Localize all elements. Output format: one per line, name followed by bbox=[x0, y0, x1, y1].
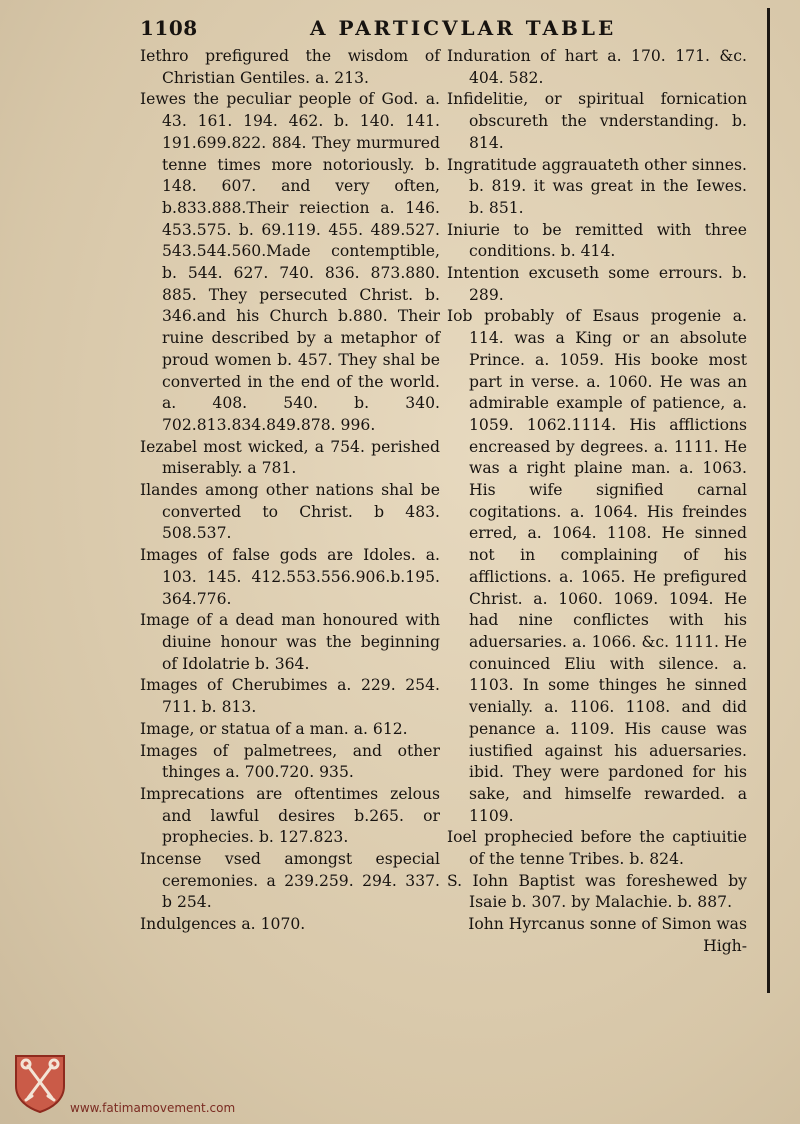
index-entry: Images of palmetrees, and other thinges a. 700.720. 935. bbox=[140, 741, 440, 782]
index-entry: Ingratitude aggrauateth other sinnes. b. 819. it was great in the Iewes. b. 851. bbox=[447, 155, 747, 217]
index-entry: Iezabel most wicked, a 754. perished miserably. a 781. bbox=[140, 437, 440, 478]
index-entry: Iniurie to be remitted with three conditions. b. 414. bbox=[447, 220, 747, 261]
index-column-right bbox=[447, 46, 747, 958]
index-entry: Induration of hart a. 170. 171. &c. 404. 582. bbox=[447, 47, 747, 87]
margin-rule bbox=[767, 8, 770, 993]
index-entry: Indulgences a. 1070. bbox=[140, 915, 306, 934]
index-entry: Incense vsed amongst especial ceremonies. a 239.259. 294. 337. b 254. bbox=[140, 850, 440, 912]
index-entry: Image of a dead man honoured with diuine honour was the beginning of Idolatrie b. 364. bbox=[140, 611, 440, 673]
papal-shield-logo-icon bbox=[12, 1052, 68, 1114]
index-entry: Images of Cherubimes a. 229. 254. 711. b. 813. bbox=[140, 676, 440, 717]
index-entry: Iethro prefigured the wisdom of Christian Gentiles. a. 213. bbox=[140, 47, 440, 87]
index-entry: Images of false gods are Idoles. a. 103. 145. 412.553.556.906.b.195. 364.776. bbox=[140, 546, 440, 608]
index-entry: Imprecations are oftentimes zelous and lawful desires b.265. or prophecies. b. 127.823. bbox=[140, 784, 440, 847]
index-entry: Image, or statua of a man. a. 612. bbox=[140, 719, 408, 738]
index-entry: Ilandes among other nations shal be converted to Christ. b 483. 508.537. bbox=[140, 481, 440, 543]
index-entry: Iohn Hyrcanus sonne of Simon was High- bbox=[468, 915, 747, 955]
index-entry: Intention excuseth some errours. b. 289. bbox=[447, 264, 747, 304]
index-entry: Ioel prophecied before the captiuitie of the tenne Tribes. b. 824. bbox=[447, 828, 747, 869]
website-url: www.fatimamovement.com bbox=[70, 1101, 236, 1115]
running-title: A PARTICVLAR TABLE bbox=[310, 16, 617, 40]
index-entry: Infidelitie, or spiritual fornication obscureth the vnderstanding. b. 814. bbox=[447, 90, 747, 152]
index-column-left bbox=[140, 46, 440, 936]
page-header bbox=[140, 16, 750, 46]
page-number: 1108 bbox=[140, 16, 198, 40]
index-entry: Iewes the peculiar people of God. a. 43. 161. 194. 462. b. 140. 141. 191.699.822. 884. They murmured tenne times more notoriously. b. 148. 607. and very often, b.833.888.Their reiection a. 146. 453.575. b. 69.119. 455. 489.527. 543.544.560.Made contemptible, b. 544. 627. 740. 836. 873.880. 885. They persecuted Christ. b. 346.and his Church b.880. Their ruine described by a metaphor of proud women b. 457. They shal be converted in the end of the world. a. 408. 540. b. 340. 702.813.834.849.878. 996. bbox=[140, 90, 440, 434]
index-entry: Iob probably of Esaus progenie a. 114. was a King or an absolute Prince. a. 1059. His booke most part in verse. a. 1060. He was an admirable example of patience, a. 1059. 1062.1114. His afflictions encreased by degrees. a. 1111. He was a right plaine man. a. 1063. His wife signified carnal cogitations. a. 1064. His freindes erred, a. 1064. 1108. He sinned not in complaining of his afflictions. a. 1065. He prefigured Christ. a. 1060. 1069. 1094. He had nine conflictes with his aduersaries. a. 1066. &c. 1111. He conuinced Eliu with silence. a. 1103. In some thinges he sinned venially. a. 1106. 1108. and did penance a. 1109. His cause was iustified against his aduersaries. ibid. They were pardoned for his sake, and himselfe rewarded. a 1109. bbox=[447, 307, 747, 825]
index-entry: S. Iohn Baptist was foreshewed by Isaie b. 307. by Malachie. b. 887. bbox=[447, 871, 747, 912]
